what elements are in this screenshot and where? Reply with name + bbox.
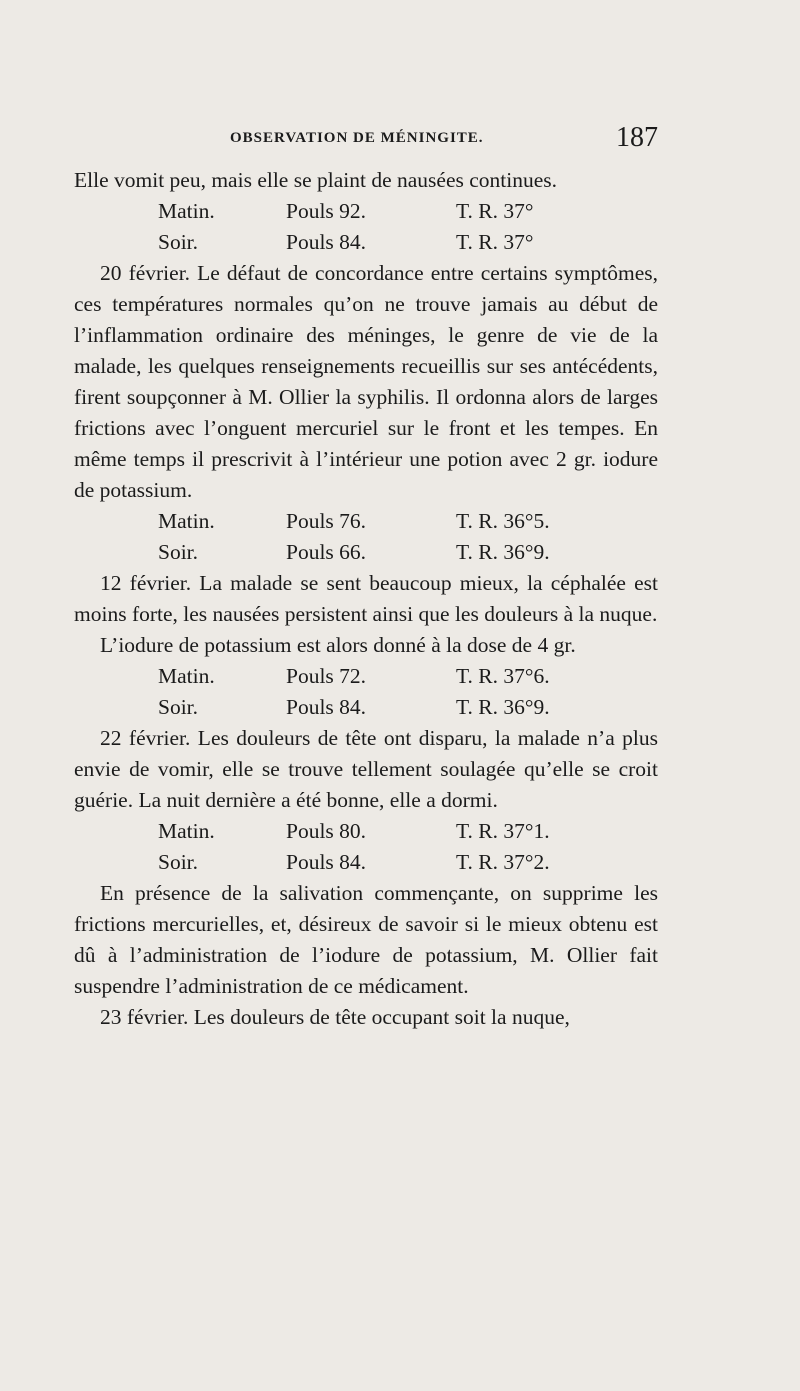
reading-pulse: Pouls 80. — [286, 819, 367, 843]
paragraph: 23 février. Les douleurs de tête occupant soit la nuque, — [100, 1005, 570, 1029]
running-title: OBSERVATION DE MÉNINGITE. — [230, 130, 484, 146]
reading-pulse: Pouls 84. — [286, 850, 367, 874]
reading-pulse: Pouls 66. — [286, 540, 367, 564]
reading-pulse: Pouls 84. — [286, 230, 367, 254]
reading-time: Matin. — [158, 819, 215, 843]
paragraph: Elle vomit peu, mais elle se plaint de nausées continues. — [74, 168, 558, 192]
reading-pulse: Pouls 92. — [286, 199, 367, 223]
vitals-reading-row — [74, 196, 658, 227]
paragraph: L’iodure de potassium est alors donné à la dose de 4 gr. — [100, 633, 576, 657]
reading-pulse: Pouls 72. — [286, 664, 367, 688]
reading-pulse: Pouls 76. — [286, 509, 367, 533]
vitals-reading-row — [74, 692, 658, 723]
reading-time: Matin. — [158, 509, 215, 533]
vitals-reading-row — [74, 661, 658, 692]
reading-temperature: T. R. 37°1. — [456, 819, 550, 843]
vitals-reading-row — [74, 816, 658, 847]
paragraph: En présence de la salivation commençante, on supprime les frictions mercurielles, et, désireux de savoir si le mieux obtenu est dû à l’administration de l’iodure de potassium, M. Ollier fait suspendre l’administration de ce médicament. — [74, 881, 658, 998]
vitals-reading-row — [74, 506, 658, 537]
reading-time: Soir. — [158, 695, 199, 719]
reading-temperature: T. R. 37°6. — [456, 664, 550, 688]
reading-temperature: T. R. 37°2. — [456, 850, 550, 874]
paragraph: 20 février. Le défaut de concordance entre certains symptômes, ces températures normales qu’on ne trouve jamais au début de l’inflammation ordinaire des méninges, le genre de vie de la malade, les quelques renseignements recueillis sur ses antécédents, firent soupçonner à M. Ollier la syphilis. Il ordonna alors de larges frictions avec l’onguent mercuriel sur le front et les tempes. En même temps il prescrivit à l’intérieur une potion avec 2 gr. iodure de potassium. — [74, 261, 658, 502]
reading-pulse: Pouls 84. — [286, 695, 367, 719]
reading-temperature: T. R. 36°5. — [456, 509, 550, 533]
page-header — [74, 122, 658, 162]
reading-temperature: T. R. 37° — [456, 199, 534, 223]
paragraph: 22 février. Les douleurs de tête ont disparu, la malade n’a plus envie de vomir, elle se trouve tellement soulagée qu’elle se croit guérie. La nuit dernière a été bonne, elle a dormi. — [74, 726, 658, 812]
vitals-reading-row — [74, 227, 658, 258]
reading-time: Soir. — [158, 230, 199, 254]
reading-time: Soir. — [158, 850, 199, 874]
reading-time: Matin. — [158, 664, 215, 688]
body-text — [74, 165, 658, 1033]
reading-time: Matin. — [158, 199, 215, 223]
page-number: 187 — [616, 122, 658, 153]
reading-temperature: T. R. 37° — [456, 230, 534, 254]
vitals-reading-row — [74, 847, 658, 878]
reading-time: Soir. — [158, 540, 199, 564]
vitals-reading-row — [74, 537, 658, 568]
reading-temperature: T. R. 36°9. — [456, 695, 550, 719]
reading-temperature: T. R. 36°9. — [456, 540, 550, 564]
paragraph: 12 février. La malade se sent beaucoup mieux, la céphalée est moins forte, les nausées persistent ainsi que les douleurs à la nuque. — [74, 571, 658, 626]
